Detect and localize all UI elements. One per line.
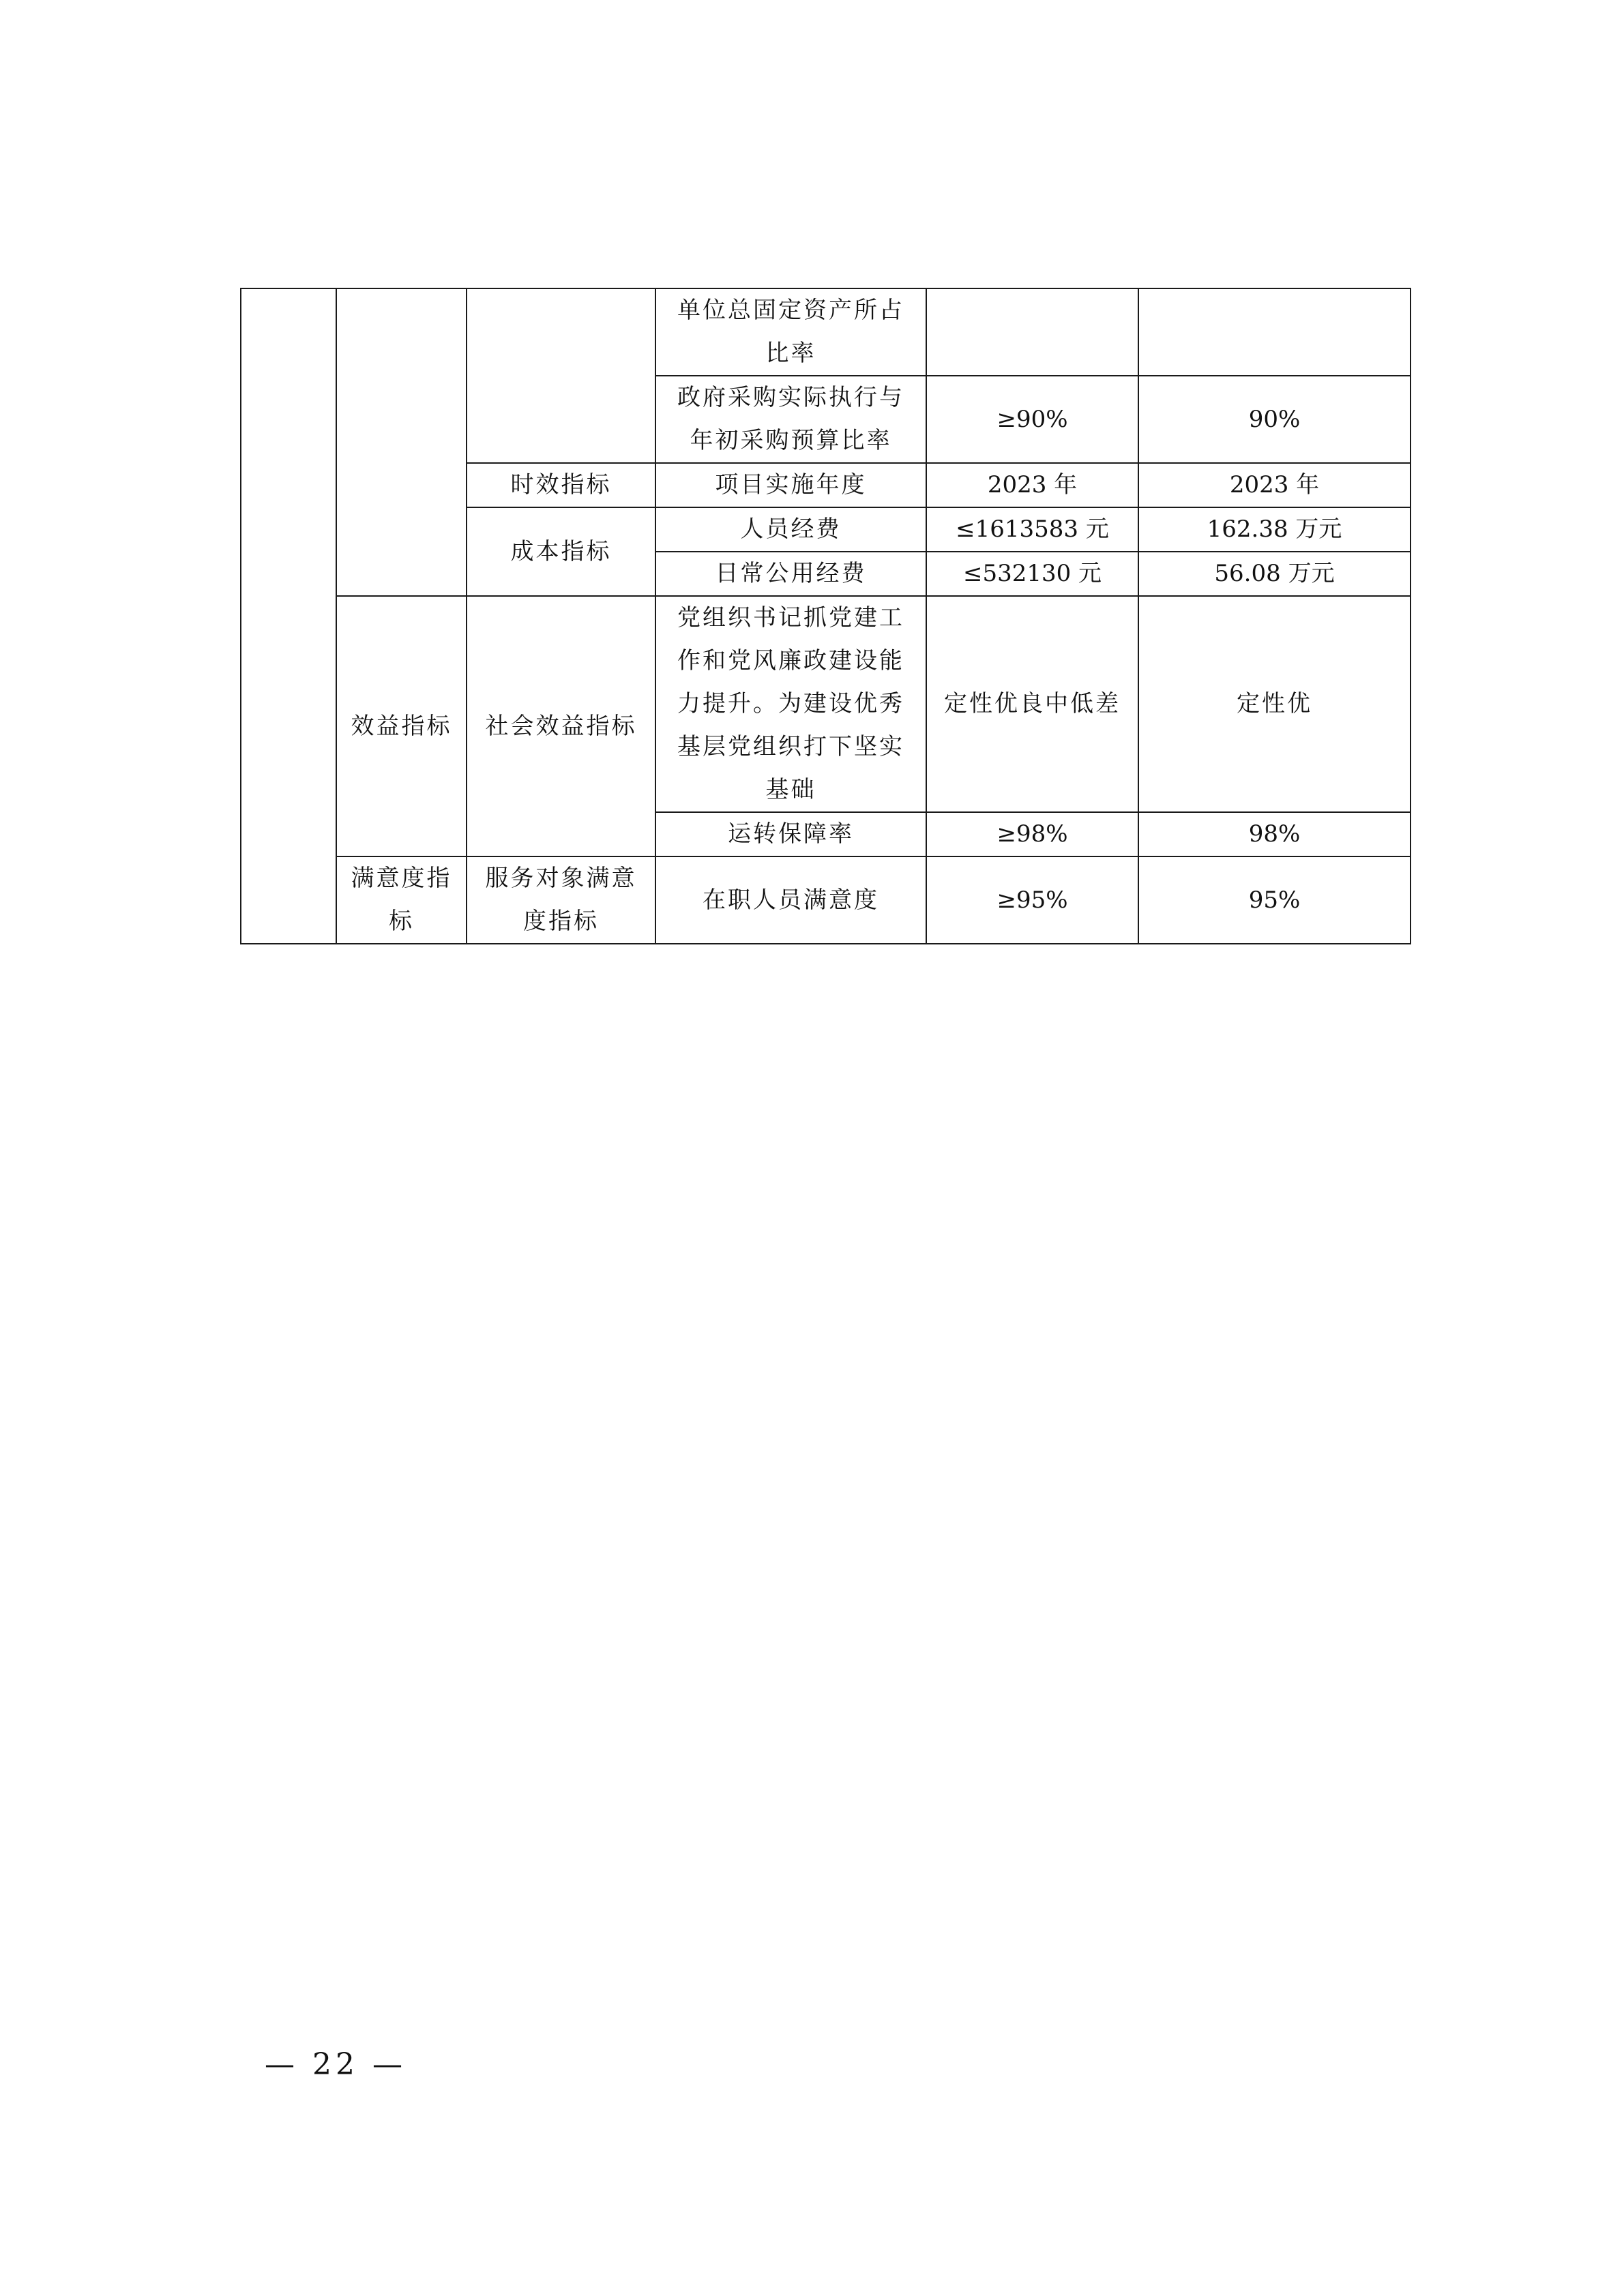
- level1-cell: [336, 856, 467, 944]
- target-cell: [926, 288, 1138, 376]
- actual-value: 95%: [1248, 886, 1301, 914]
- indicator-text: 项目实施年度: [715, 471, 867, 498]
- indicator-cell: [655, 856, 926, 944]
- indicator-cell: [655, 507, 926, 552]
- level2-cell: [467, 856, 655, 944]
- indicator-cell: [655, 552, 926, 596]
- level2-text: 服务对象满意度指标: [485, 865, 637, 935]
- table-row: [241, 856, 1411, 944]
- target-cell: [926, 856, 1138, 944]
- level2-cell-empty: [467, 288, 655, 463]
- indicator-text: 运转保障率: [728, 820, 854, 848]
- level1-cell: [336, 596, 467, 856]
- actual-cell: [1138, 552, 1411, 596]
- target-value: 2023 年: [987, 471, 1078, 498]
- indicator-text: 党组织书记抓党建工作和党风廉政建设能力提升。为建设优秀基层党组织打下坚实基础: [677, 604, 904, 803]
- level2-text: 时效指标: [510, 471, 612, 498]
- indicator-cell: [655, 463, 926, 507]
- level2-cell: [467, 463, 655, 507]
- level1-cell-empty: [336, 288, 467, 596]
- target-value: ≤1613583 元: [956, 516, 1109, 543]
- target-value: 定性优良中低差: [944, 690, 1121, 717]
- actual-cell: [1138, 812, 1411, 856]
- actual-cell: [1138, 288, 1411, 376]
- level1-text: 满意度指标: [351, 865, 452, 935]
- level1-text: 效益指标: [351, 712, 452, 740]
- target-value: ≥90%: [996, 405, 1068, 433]
- indicator-cell: [655, 812, 926, 856]
- actual-cell: [1138, 507, 1411, 552]
- target-cell: [926, 552, 1138, 596]
- actual-value: 56.08 万元: [1214, 560, 1335, 587]
- target-cell: [926, 812, 1138, 856]
- level2-text: 社会效益指标: [485, 712, 637, 740]
- table-row: [241, 288, 1411, 376]
- target-value: ≤532130 元: [962, 560, 1102, 587]
- indicator-cell: [655, 288, 926, 376]
- actual-value: 162.38 万元: [1207, 516, 1342, 543]
- level2-cell: [467, 596, 655, 856]
- indicator-text: 在职人员满意度: [703, 886, 879, 914]
- indicator-text: 政府采购实际执行与年初采购预算比率: [677, 384, 904, 454]
- indicator-cell: [655, 596, 926, 812]
- table-row: [241, 596, 1411, 812]
- target-value: ≥98%: [996, 820, 1068, 848]
- actual-cell: [1138, 856, 1411, 944]
- actual-value: 定性优: [1237, 690, 1312, 717]
- actual-value: 2023 年: [1229, 471, 1320, 498]
- level2-cell: [467, 507, 655, 596]
- actual-cell: [1138, 463, 1411, 507]
- page-number: — 22 —: [265, 2047, 407, 2082]
- target-cell: [926, 507, 1138, 552]
- target-value: ≥95%: [996, 886, 1068, 914]
- target-cell: [926, 596, 1138, 812]
- target-cell: [926, 376, 1138, 463]
- category-cell-empty: [241, 288, 336, 944]
- actual-cell: [1138, 376, 1411, 463]
- indicator-text: 日常公用经费: [715, 560, 867, 587]
- performance-indicator-table: [240, 288, 1411, 944]
- level2-text: 成本指标: [510, 537, 612, 565]
- indicator-text: 单位总固定资产所占比率: [677, 297, 904, 367]
- target-cell: [926, 463, 1138, 507]
- indicator-text: 人员经费: [740, 516, 842, 543]
- actual-value: 98%: [1248, 820, 1301, 848]
- actual-value: 90%: [1248, 405, 1301, 433]
- actual-cell: [1138, 596, 1411, 812]
- indicator-cell: [655, 376, 926, 463]
